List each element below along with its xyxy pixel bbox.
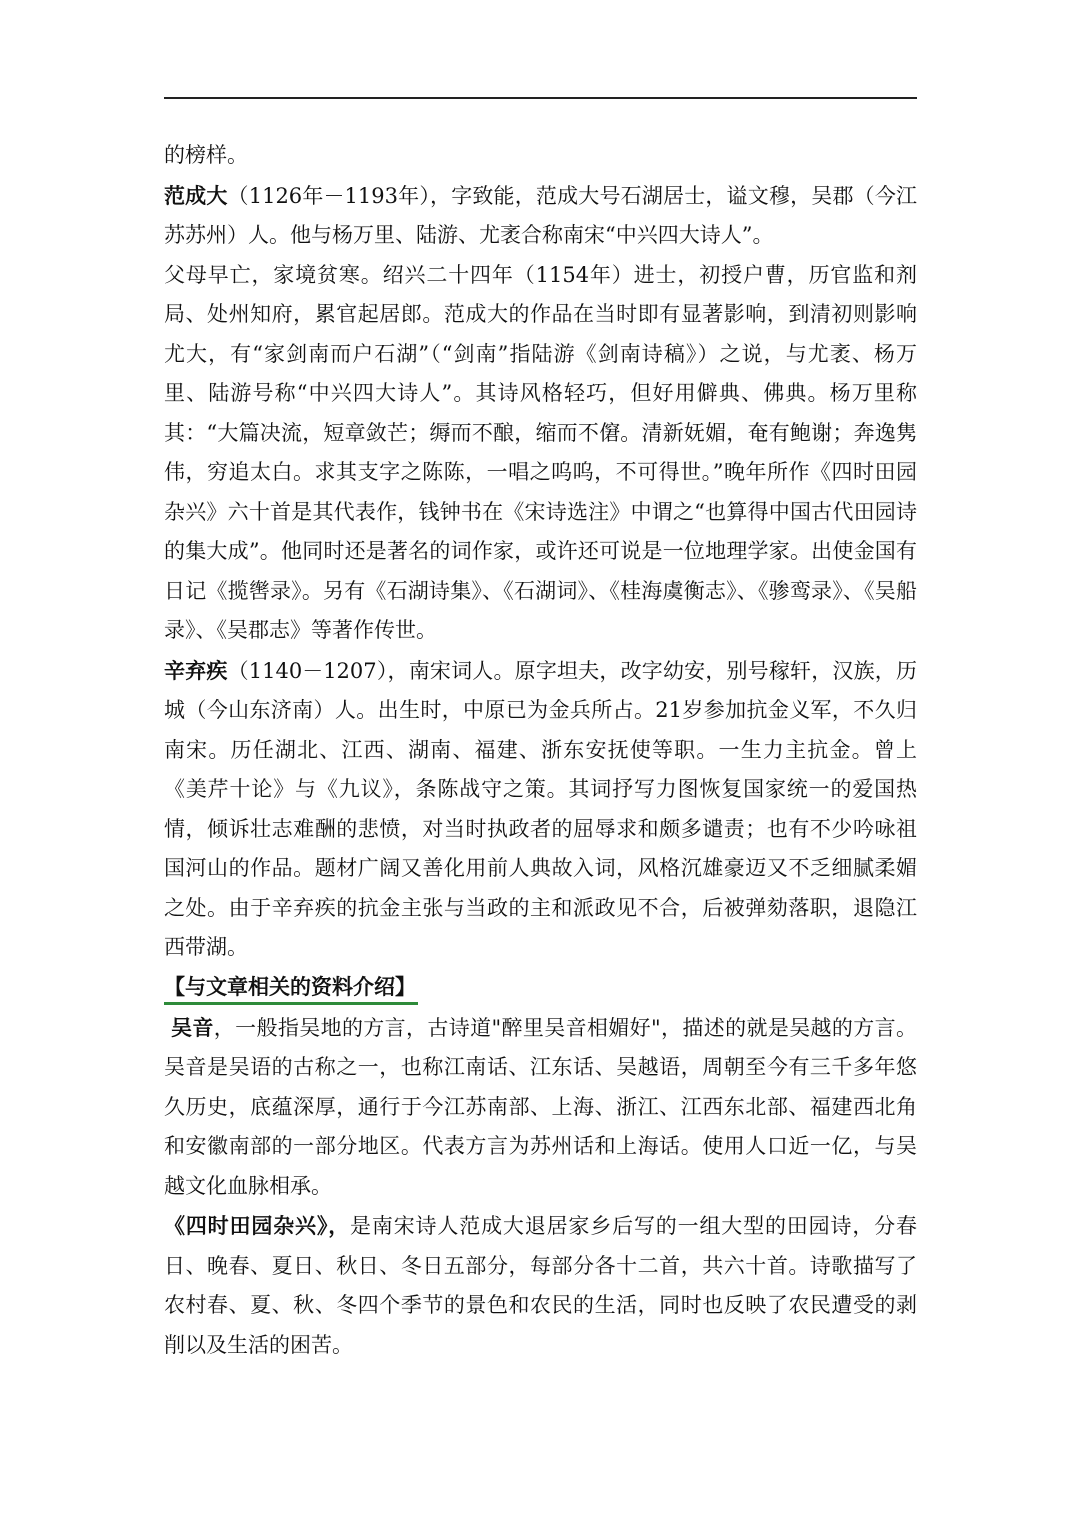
paragraph-text: （1140－1207），南宋词人。原字坦夫，改字幼安，别号稼轩，汉族，历城（今山东济南）人。出生时，中原已为金兵所占。21岁参加抗金义军，不久归南宋。历任湖北、江西、湖南、福建、浙东安抚使等职。一生力主抗金。曾上《美芹十论》与《九议》，条陈战守之策。其词抒写力图恢复国家统一的爱国热情，倾诉壮志难酬的悲愤，对当时执政者的屈辱求和颇多谴责；也有不少吟咏祖国河山的作品。题材广阔又善化用前人典故入词，风格沉雄豪迈又不乏细腻柔媚之处。由于辛弃疾的抗金主张与当政的主和派政见不合，后被弹劾落职，退隐江西带湖。 bbox=[164, 658, 917, 959]
paragraph-xin-qiji bbox=[164, 651, 917, 968]
paragraph-fan-chengda-bio bbox=[164, 256, 917, 651]
paragraph-text: （1126年－1193年），字致能，范成大号石湖居士，谥文穆，吴郡（今江苏苏州）人。他与杨万里、陆游、尤袤合称南宋“中兴四大诗人”。 bbox=[164, 183, 917, 247]
header-rule bbox=[164, 97, 917, 99]
section-title: 【与文章相关的资料介绍】 bbox=[164, 972, 418, 1005]
paragraph-wuyin bbox=[164, 1008, 917, 1207]
paragraph-text: ，一般指吴地的方言，古诗道"醉里吴音相媚好"，描述的就是吴越的方言。吴音是吴语的古称之一，也称江南话、江东话、吴越语，周朝至今有三千多年悠久历史，底蕴深厚，通行于今江苏南部、上海、浙江、江西东北部、福建西北角和安徽南部的一部分地区。代表方言为苏州话和上海话。使用人口近一亿，与吴越文化血脉相承。 bbox=[164, 1015, 917, 1198]
term-wuyin: 吴音 bbox=[171, 1014, 214, 1040]
term-fan-chengda: 范成大 bbox=[164, 182, 228, 208]
term-sishi-tianyuan: 《四时田园杂兴》， bbox=[164, 1213, 351, 1238]
paragraph-sishi-tianyuan bbox=[164, 1206, 917, 1365]
paragraph-continuation bbox=[164, 136, 917, 176]
paragraph-fan-chengda bbox=[164, 176, 917, 256]
paragraph-text: 父母早亡，家境贫寒。绍兴二十四年（1154年）进士，初授户曹，历官监和剂局、处州知府，累官起居郎。范成大的作品在当时即有显著影响，到清初则影响尤大，有“家剑南而户石湖”（“剑南”指陆游《剑南诗稿》）之说，与尤袤、杨万里、陆游号称“中兴四大诗人”。其诗风格轻巧，但好用僻典、佛典。杨万里称其：“大篇决流，短章敛芒；缛而不酿，缩而不僒。清新妩媚，奄有鲍谢；奔逸隽伟，穷追太白。求其支字之陈陈，一唱之呜呜，不可得世。”晚年所作《四时田园杂兴》六十首是其代表作，钱钟书在《宋诗选注》中谓之“也算得中国古代田园诗的集大成”。他同时还是著名的词作家，或许还可说是一位地理学家。出使金国有日记《揽辔录》。另有《石湖诗集》、《石湖词》、《桂海虞衡志》、《骖鸾录》、《吴船录》、《吴郡志》等著作传世。 bbox=[164, 262, 917, 642]
paragraph-text: 是南宋诗人范成大退居家乡后写的一组大型的田园诗，分春日、晚春、夏日、秋日、冬日五部分，每部分各十二首，共六十首。诗歌描写了农村春、夏、秋、冬四个季节的景色和农民的生活，同时也反映了农民遭受的剥削以及生活的困苦。 bbox=[164, 1214, 918, 1357]
paragraph-text: 的榜样。 bbox=[164, 143, 248, 167]
document-body bbox=[164, 136, 917, 1365]
section-title-wrap bbox=[164, 968, 917, 1008]
term-xin-qiji: 辛弃疾 bbox=[164, 657, 228, 683]
